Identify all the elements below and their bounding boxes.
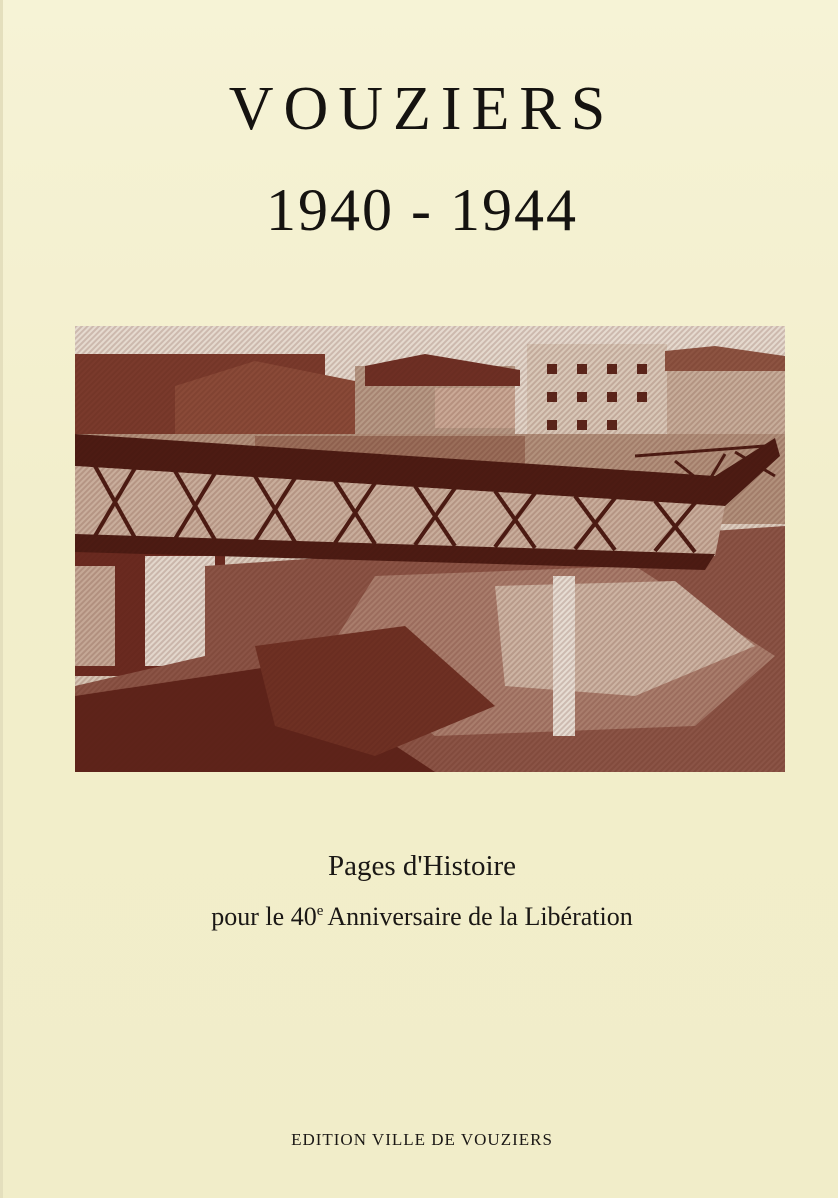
tagline-end: Anniversaire de la Libération [327,902,633,931]
cover-publisher: EDITION VILLE DE VOUZIERS [291,1130,553,1149]
cover-subtitle: Pages d'Histoire [327,850,517,882]
cover-tagline [3,904,838,930]
cover-title: VOUZIERS [228,75,616,143]
tagline-start: pour le 40 [211,902,317,931]
bridge-photo-illustration [75,326,785,772]
cover-photo [75,326,785,772]
cover-years: 1940 - 1944 [266,177,578,243]
tagline-superscript: e [316,903,324,919]
